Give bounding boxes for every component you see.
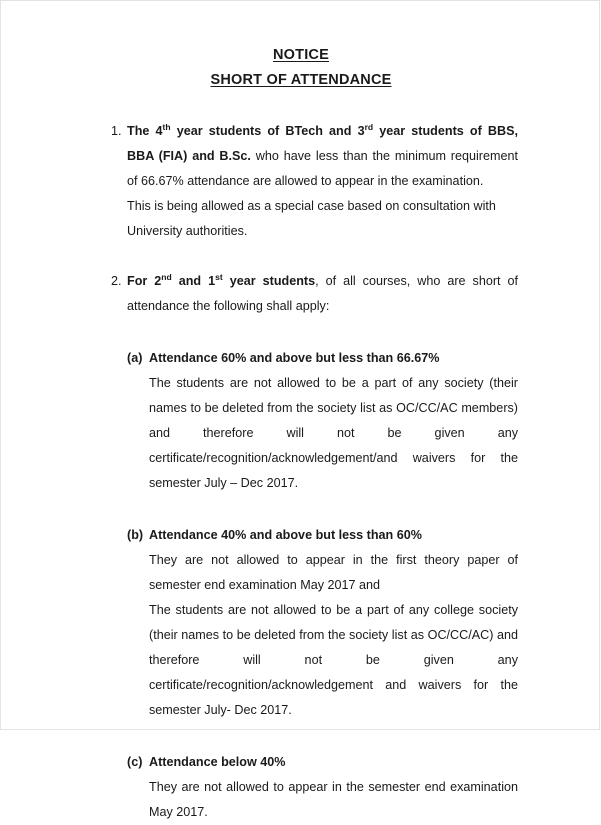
- item-2-bold-lead: [127, 271, 316, 288]
- subsection-c-body: [149, 775, 518, 825]
- subsection-a-body: [149, 371, 518, 496]
- subsection-c-letter: (c): [127, 755, 143, 769]
- item-1-lead-text-2: year students of BTech and: [170, 124, 358, 138]
- item-2-rest-text: , of all courses, who are short of attendance the following shall apply:: [127, 274, 519, 313]
- subsection-b-heading: [127, 523, 518, 548]
- title-line-subject: [1, 68, 601, 93]
- item-1-lead-text-3: year students of BBS, BBA (FIA) and B.Sc.: [127, 124, 518, 163]
- item-2-lead-text-1: For: [127, 274, 155, 288]
- title-subject-text: SHORT OF ATTENDANCE: [210, 72, 392, 88]
- item-1-marker: 1.: [111, 124, 122, 138]
- subsection-a-heading: [127, 346, 518, 371]
- subsection-a-letter: (a): [127, 351, 143, 365]
- document-title-block: [1, 43, 601, 93]
- item-2-ordinal-sup-2: st: [215, 271, 223, 282]
- item-1-ordinal-sup-1: th: [162, 121, 171, 132]
- item-2-lead-text-3: year students: [222, 274, 316, 288]
- item-1-paragraph-2: This is being allowed as a special case based on consultation with University authorities.: [127, 199, 496, 238]
- item-2-paragraph-1: [127, 269, 518, 319]
- subsection-b-body: [149, 548, 518, 723]
- title-line-notice: [1, 43, 601, 68]
- subsection-c-paragraph-1: They are not allowed to appear in the semester end examination May 2017.: [149, 780, 518, 819]
- subsection-a-heading-text: Attendance 60% and above but less than 66.67%: [149, 351, 440, 365]
- subsection-b-paragraph-2: The students are not allowed to be a part of any college society (their names to be deleted from the society list as OC/CC/AC) and therefore will not be given any certificate/recognition/acknowledgement and waivers for the semester July- Dec 2017.: [149, 603, 518, 717]
- item-2-marker: 2.: [111, 274, 122, 288]
- item-1-lead-text-1: The: [127, 124, 156, 138]
- document-body: [1, 1, 601, 825]
- item-2-ordinal-num-1: 2: [154, 274, 162, 288]
- item-1-ordinal-num-1: 4: [155, 124, 163, 138]
- item-1-rest-text: who have less than the minimum requirement of 66.67% attendance are allowed to appear in the examination.: [127, 149, 518, 188]
- numbered-item-1: [111, 119, 518, 244]
- subsection-b-paragraph-1: They are not allowed to appear in the first theory paper of semester end examination May 2017 and: [149, 553, 518, 592]
- item-2-ordinal-sup-1: nd: [161, 271, 172, 282]
- item-1-ordinal-sup-2: rd: [364, 121, 374, 132]
- subsection-b-heading-text: Attendance 40% and above but less than 60%: [149, 528, 422, 542]
- subsection-c: [127, 750, 518, 825]
- item-1-paragraph-1: [127, 119, 518, 194]
- item-1-ordinal-num-2: 3: [357, 124, 365, 138]
- item-2-lead-text-2: and: [171, 274, 209, 288]
- subsection-b: [127, 523, 518, 723]
- numbered-item-2: [111, 269, 518, 319]
- item-2-ordinal-num-2: 1: [208, 274, 216, 288]
- subsection-c-heading: [127, 750, 518, 775]
- subsection-b-letter: (b): [127, 528, 144, 542]
- subsection-a: [127, 346, 518, 496]
- subsection-c-heading-text: Attendance below 40%: [149, 755, 286, 769]
- title-notice-text: NOTICE: [273, 47, 329, 63]
- subsection-a-paragraph-1: The students are not allowed to be a part of any society (their names to be deleted from the society list as OC/CC/AC members) and therefore will not be given any certificate/recognition/acknowledgement/and waivers for the semester July – Dec 2017.: [149, 376, 518, 490]
